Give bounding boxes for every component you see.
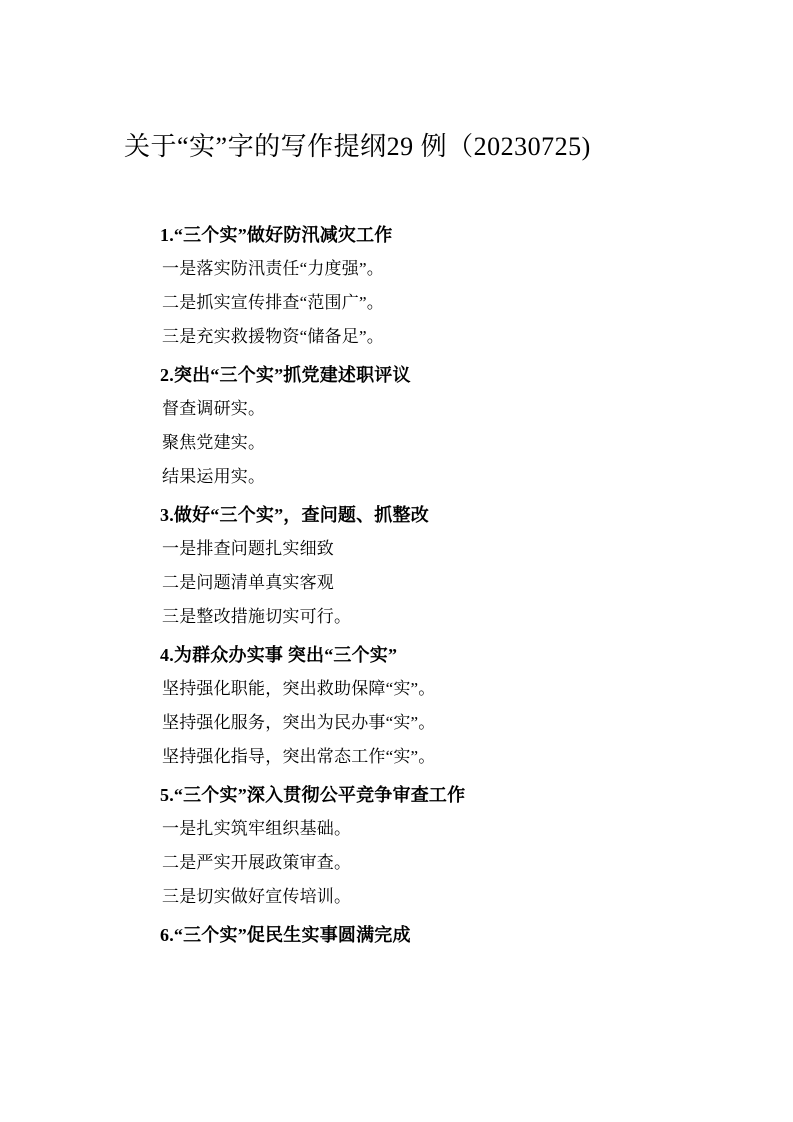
section-line: 坚持强化职能，突出救助保障“实”。 bbox=[162, 679, 436, 698]
document-body bbox=[160, 218, 680, 956]
page-title: 关于“实”字的写作提纲29 例（20230725) bbox=[124, 132, 591, 161]
section-line: 一是排查问题扎实细致 bbox=[162, 539, 334, 558]
section-heading: 4.为群众办实事 突出“三个实” bbox=[160, 645, 398, 665]
section-line: 聚焦党建实。 bbox=[162, 433, 266, 452]
section-line: 三是切实做好宣传培训。 bbox=[162, 887, 352, 906]
section-heading: 3.做好“三个实”，查问题、抓整改 bbox=[160, 505, 429, 525]
section bbox=[160, 918, 680, 952]
section-line: 二是严实开展政策审查。 bbox=[162, 853, 352, 872]
section bbox=[160, 498, 680, 634]
section bbox=[160, 638, 680, 774]
section bbox=[160, 358, 680, 494]
section-line: 坚持强化服务，突出为民办事“实”。 bbox=[162, 713, 436, 732]
section-line: 二是抓实宣传排查“范围广”。 bbox=[162, 293, 384, 312]
section-line: 结果运用实。 bbox=[162, 467, 266, 486]
section-line: 一是落实防汛责任“力度强”。 bbox=[162, 259, 384, 278]
section-line: 三是充实救援物资“储备足”。 bbox=[162, 327, 384, 346]
section-line: 督查调研实。 bbox=[162, 399, 266, 418]
section bbox=[160, 778, 680, 914]
section-heading: 6.“三个实”促民生实事圆满完成 bbox=[160, 925, 411, 945]
section bbox=[160, 218, 680, 354]
section-line: 二是问题清单真实客观 bbox=[162, 573, 334, 592]
section-heading: 5.“三个实”深入贯彻公平竞争审查工作 bbox=[160, 785, 466, 805]
section-line: 坚持强化指导，突出常态工作“实”。 bbox=[162, 747, 436, 766]
section-line: 一是扎实筑牢组织基础。 bbox=[162, 819, 352, 838]
section-heading: 2.突出“三个实”抓党建述职评议 bbox=[160, 365, 411, 385]
section-heading: 1.“三个实”做好防汛减灾工作 bbox=[160, 225, 393, 245]
section-line: 三是整改措施切实可行。 bbox=[162, 607, 352, 626]
